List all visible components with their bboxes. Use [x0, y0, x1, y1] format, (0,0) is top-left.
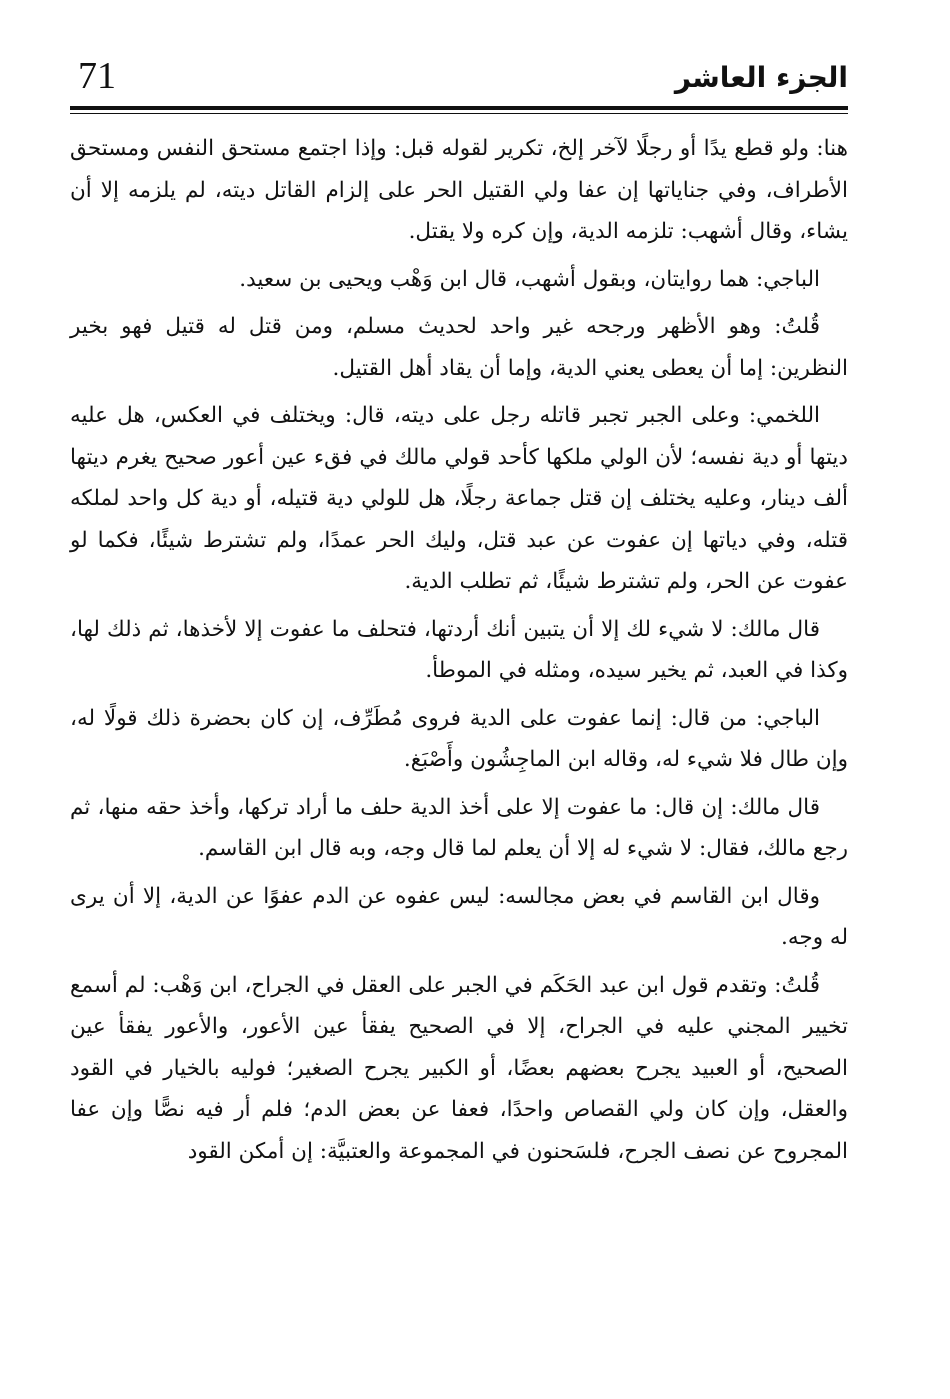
book-page: [70, 42, 848, 1382]
page-body: [70, 128, 848, 1172]
paragraph: قال مالك: لا شيء لك إلا أن يتبين أنك أردتها، فتحلف ما عفوت إلا لأخذها، ثم ذلك لها، وكذا في العبد، ثم يخير سيده، ومثله في الموطأ.: [70, 616, 848, 683]
header-rule-thick: [70, 106, 848, 110]
paragraph: الباجي: هما روايتان، وبقول أشهب، قال ابن وَهْب ويحيى بن سعيد.: [239, 266, 820, 292]
paragraph: هنا: ولو قطع يدًا أو رجلًا لآخر إلخ، تكرير لقوله قبل: وإذا اجتمع مستحق النفس ومستحق الأطراف، وفي جناياتها إن عفا ولي القتيل الحر على إلزام القاتل ديته، لم يلزمه إلا أن يشاء، وقال أشهب: تلزمه الدية، وإن كره ولا يقتل.: [70, 136, 848, 244]
paragraph: قال مالك: إن قال: ما عفوت إلا على أخذ الدية حلف ما أراد تركها، وأخذ حقه منها، ثم رجع مالك، فقال: لا شيء له إلا أن يعلم لما قال وجه، وبه قال ابن القاسم.: [70, 794, 848, 861]
page-header: [70, 42, 848, 102]
paragraph: وقال ابن القاسم في بعض مجالسه: ليس عفوه عن الدم عفوًا عن الدية، إلا أن يرى له وجه.: [70, 883, 848, 950]
page-number: 71: [78, 55, 116, 97]
paragraph: قُلتُ: وهو الأظهر ورجحه غير واحد لحديث مسلم، ومن قتل له قتيل فهو بخير النظرين: إما أن يعطى يعني الدية، وإما أن يقاد أهل القتيل.: [70, 314, 848, 381]
paragraph: الباجي: من قال: إنما عفوت على الدية فروى مُطَرِّف، إن كان بحضرة ذلك قولًا له، وإن طال فلا شيء له، وقاله ابن الماجِشُون وأَصْبَغ.: [70, 705, 848, 772]
paragraph: قُلتُ: وتقدم قول ابن عبد الحَكَم في الجبر على العقل في الجراح، ابن وَهْب: لم أسمع تخيير المجني عليه في الجراح، إلا في الصحيح يفقأ عين الأعور، والأعور يفقأ عين الصحيح، أو العبيد يجرح بعضهم بعضًا، أو الكبير يجرح الصغير؛ فوليه بالخيار في القود والعقل، وإن كان ولي القصاص واحدًا، فعفا عن بعض الدم؛ فلم أر فيه نصًّا وإن عفا المجروح عن نصف الجرح، فلسَحنون في المجموعة والعتبيَّة: إن أمكن القود: [70, 972, 848, 1164]
header-rule-thin: [70, 113, 848, 114]
paragraph: اللخمي: وعلى الجبر تجبر قاتله رجل على ديته، قال: ويختلف في العكس، هل عليه ديتها أو دية نفسه؛ لأن الولي ملكها كأحد قولي مالك في فقء عين أعور صحيح يغرم ديتها ألف دينار، وعليه يختلف إن قتل جماعة رجلًا، هل للولي دية قتيله، أو دية كل واحد لملكه قتله، وفي دياتها إن عفوت عن عبد قتل، وليك الحر عمدًا، ولم تشترط شيئًا، فكما لو عفوت عن الحر، ولم تشترط شيئًا، ثم تطلب الدية.: [70, 403, 848, 594]
part-title: الجزء العاشر: [674, 61, 848, 94]
